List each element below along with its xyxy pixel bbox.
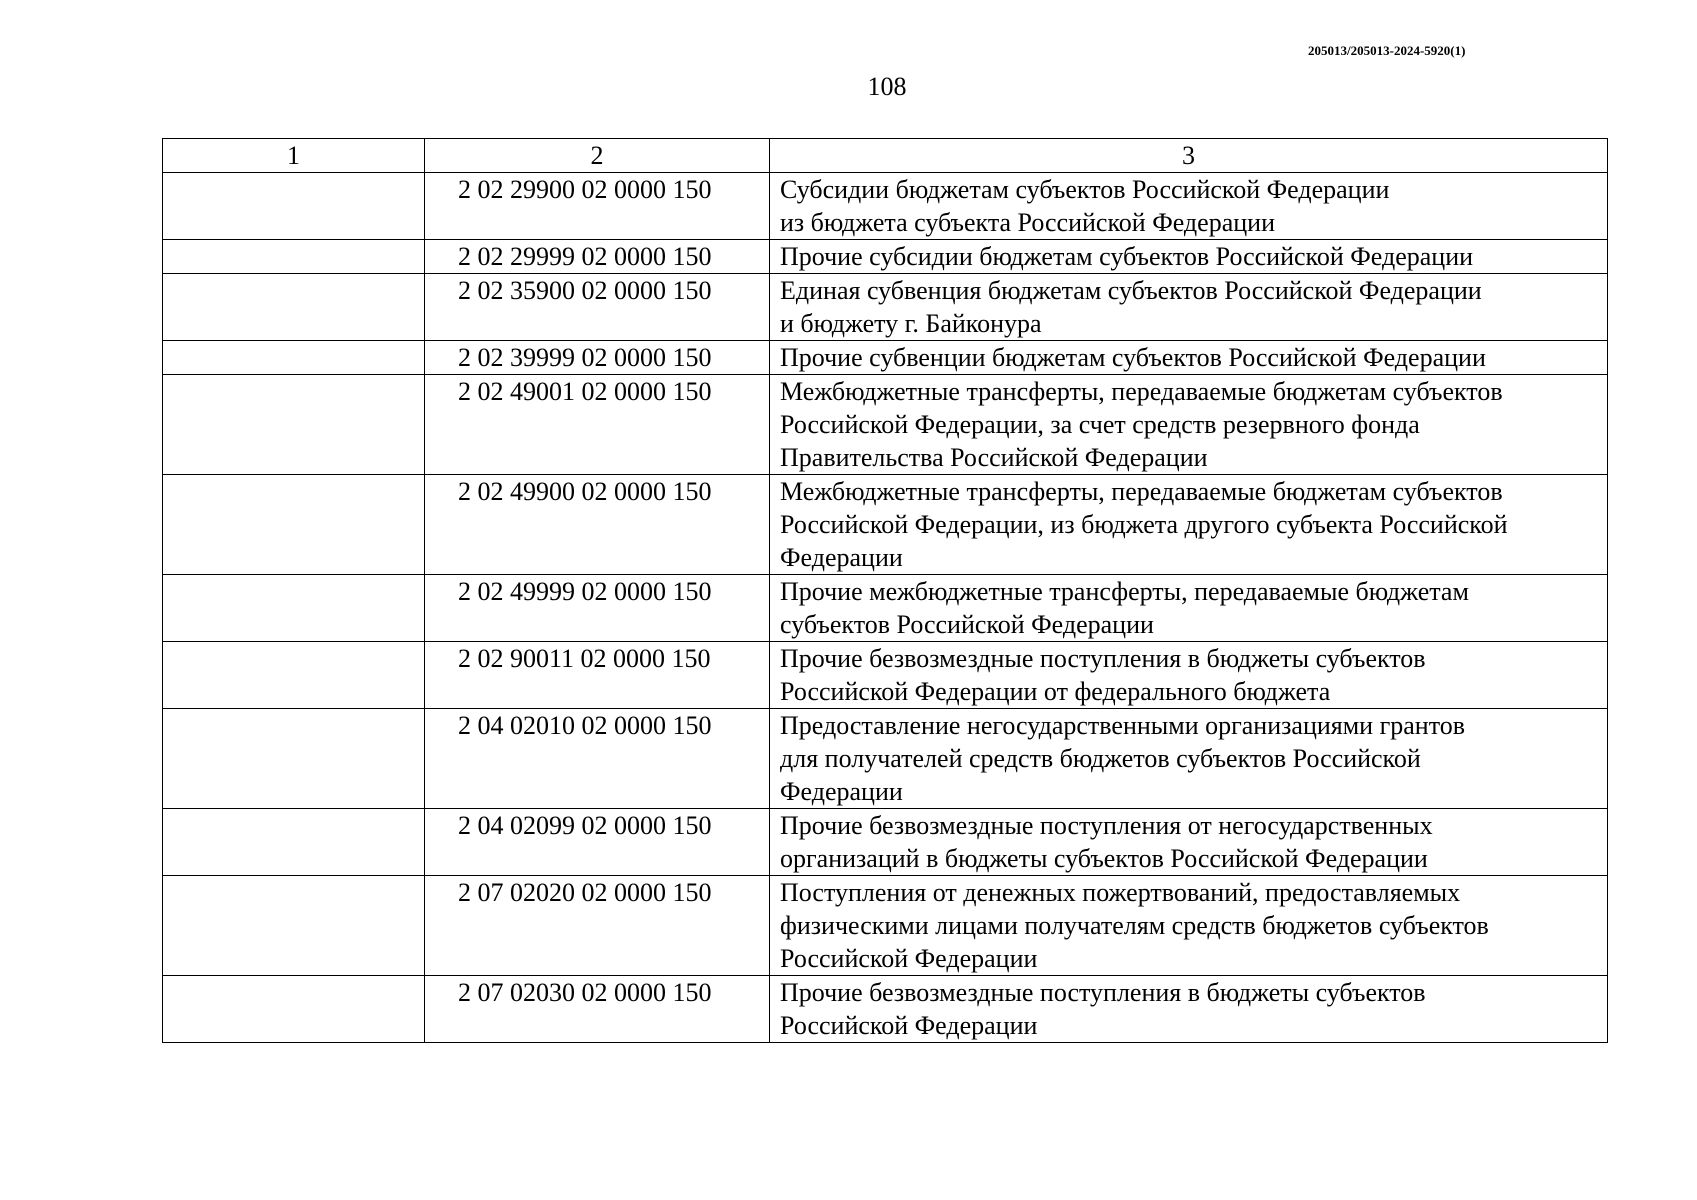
row-column-1-cell	[163, 173, 425, 240]
row-column-1-cell	[163, 709, 425, 809]
budget-code-cell: 2 04 02099 02 0000 150	[425, 809, 770, 876]
row-column-1-cell	[163, 341, 425, 375]
budget-code-cell: 2 02 90011 02 0000 150	[425, 642, 770, 709]
revenue-name-cell: Межбюджетные трансферты, передаваемые бюджетам субъектов Российской Федерации, за счет средств резервного фонда Правительства Российской Федерации	[770, 375, 1608, 475]
row-column-1-cell	[163, 475, 425, 575]
table-row	[163, 341, 1608, 375]
document-id: 205013/205013-2024-5920(1)	[1308, 43, 1466, 58]
row-column-1-cell	[163, 976, 425, 1043]
column-header-2: 2	[425, 139, 770, 173]
table-row	[163, 876, 1608, 976]
row-column-1-cell	[163, 876, 425, 976]
table-row	[163, 240, 1608, 274]
budget-code-cell: 2 02 29999 02 0000 150	[425, 240, 770, 274]
budget-code-cell: 2 02 49900 02 0000 150	[425, 475, 770, 575]
table-row	[163, 173, 1608, 240]
table-row	[163, 976, 1608, 1043]
table-row	[163, 809, 1608, 876]
budget-code-cell: 2 02 29900 02 0000 150	[425, 173, 770, 240]
revenue-name-cell: Субсидии бюджетам субъектов Российской Федерации из бюджета субъекта Российской Федерации	[770, 173, 1608, 240]
budget-codes-table	[162, 138, 1608, 1043]
table-row	[163, 274, 1608, 341]
revenue-name-cell: Прочие межбюджетные трансферты, передаваемые бюджетам субъектов Российской Федерации	[770, 575, 1608, 642]
revenue-name-cell: Предоставление негосударственными организациями грантов для получателей средств бюджетов субъектов Российской Федерации	[770, 709, 1608, 809]
budget-code-cell: 2 07 02020 02 0000 150	[425, 876, 770, 976]
revenue-name-cell: Прочие безвозмездные поступления в бюджеты субъектов Российской Федерации	[770, 976, 1608, 1043]
budget-code-cell: 2 07 02030 02 0000 150	[425, 976, 770, 1043]
row-column-1-cell	[163, 575, 425, 642]
revenue-name-cell: Межбюджетные трансферты, передаваемые бюджетам субъектов Российской Федерации, из бюджета другого субъекта Российской Федерации	[770, 475, 1608, 575]
revenue-name-cell: Поступления от денежных пожертвований, предоставляемых физическими лицами получателям средств бюджетов субъектов Российской Федерации	[770, 876, 1608, 976]
budget-code-cell: 2 04 02010 02 0000 150	[425, 709, 770, 809]
revenue-name-cell: Прочие субвенции бюджетам субъектов Российской Федерации	[770, 341, 1608, 375]
row-column-1-cell	[163, 642, 425, 709]
table-row	[163, 709, 1608, 809]
row-column-1-cell	[163, 375, 425, 475]
row-column-1-cell	[163, 809, 425, 876]
table-row	[163, 575, 1608, 642]
table-row	[163, 642, 1608, 709]
page-number: 108	[867, 72, 907, 101]
budget-code-cell: 2 02 49001 02 0000 150	[425, 375, 770, 475]
table-row	[163, 475, 1608, 575]
column-header-1: 1	[163, 139, 425, 173]
budget-code-cell: 2 02 49999 02 0000 150	[425, 575, 770, 642]
row-column-1-cell	[163, 274, 425, 341]
revenue-name-cell: Единая субвенция бюджетам субъектов Российской Федерации и бюджету г. Байконура	[770, 274, 1608, 341]
budget-code-cell: 2 02 35900 02 0000 150	[425, 274, 770, 341]
revenue-name-cell: Прочие субсидии бюджетам субъектов Российской Федерации	[770, 240, 1608, 274]
row-column-1-cell	[163, 240, 425, 274]
column-header-3: 3	[770, 139, 1608, 173]
table-header-row	[163, 139, 1608, 173]
revenue-name-cell: Прочие безвозмездные поступления в бюджеты субъектов Российской Федерации от федерального бюджета	[770, 642, 1608, 709]
table-row	[163, 375, 1608, 475]
budget-code-cell: 2 02 39999 02 0000 150	[425, 341, 770, 375]
revenue-name-cell: Прочие безвозмездные поступления от негосударственных организаций в бюджеты субъектов Российской Федерации	[770, 809, 1608, 876]
